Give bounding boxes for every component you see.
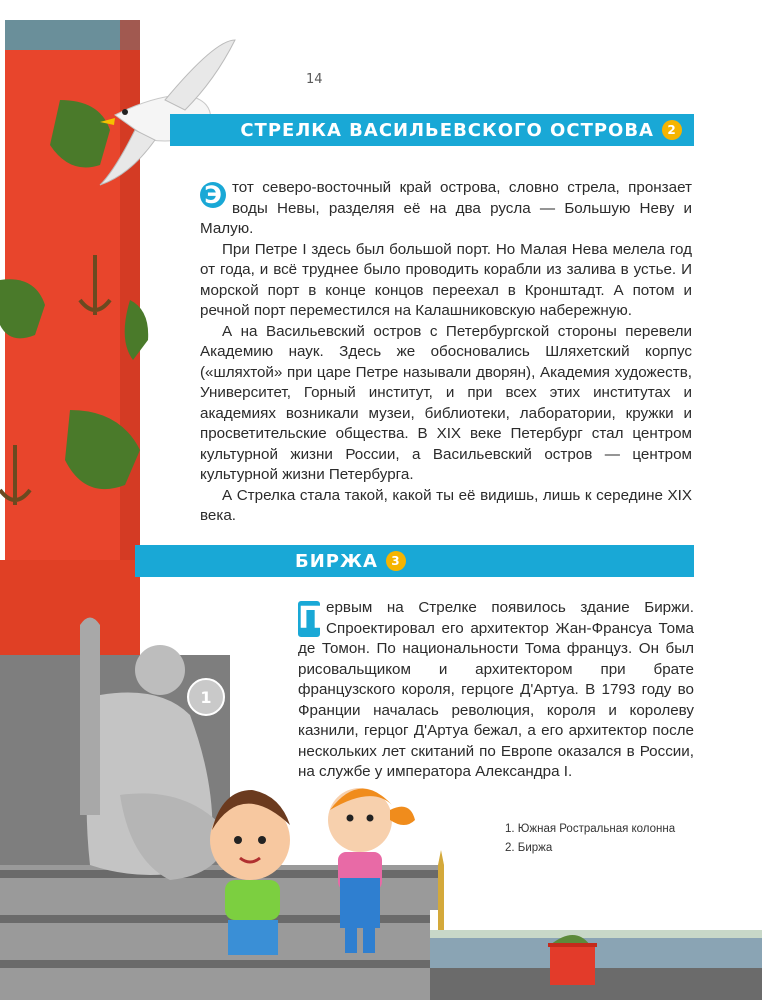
paragraph: А Стрелка стала такой, какой ты её видишь, лишь к середине XIX века.: [200, 486, 692, 524]
image-captions: [505, 820, 675, 858]
city-panorama-illustration: [430, 850, 762, 1000]
page-number: 14: [306, 72, 323, 87]
drop-cap: Э: [200, 182, 226, 208]
section-header-birzha: [135, 545, 694, 577]
caption-item: 1. Южная Ростральная колонна: [505, 823, 676, 835]
number-badge: 2: [662, 120, 682, 140]
section-text-birzha: [298, 598, 694, 783]
number-badge: 3: [386, 551, 406, 571]
paragraph: [298, 598, 694, 783]
image-marker: 1: [187, 678, 225, 716]
paragraph: [200, 178, 692, 240]
seagull-illustration: [95, 30, 240, 195]
paragraph-text: ервым на Стрелке появилось здание Биржи. Спроектировал его архитектор Жан-Франсуа Тома де Томон. По национальности Тома француз. Он был рисовальщиком и архитектором при брате французского короля, герцоге Д'Артуа. В 1793 году во Франции началась революция, короля и королеву казнили, герцог Д'Артуа бежал, а его архитектор после нескольких лет скитаний по Европе оказался в России, на службе у императора Александра I.: [298, 599, 694, 780]
caption-item: 2. Биржа: [505, 842, 553, 854]
cartoon-kids-illustration: [200, 780, 420, 980]
drop-cap: П: [298, 601, 324, 636]
paragraph-text: тот северо-восточный край острова, словно стрела, пронзает воды Невы, разделяя её на два русла — Большую Неву и Малую.: [200, 179, 692, 237]
section-title: СТРЕЛКА ВАСИЛЬЕВСКОГО ОСТРОВА: [240, 119, 654, 141]
section-header-strelka: [170, 114, 694, 146]
paragraph: При Петре I здесь был большой порт. Но Малая Нева мелела год от года, и всё труднее было проводить корабли из залива в устье. И морской порт в конце концов переехал в Кронштадт. А потом и речной порт переместился на Калашниковскую набережную.: [200, 240, 692, 319]
section-title: БИРЖА: [295, 550, 378, 572]
section-text-strelka: [200, 178, 692, 527]
paragraph: А на Васильевский остров с Петербургской стороны перевели Академию наук. Здесь же обосновались Шляхетский корпус («шляхтой» при царе Петре называли дворян), Академия художеств, Университет, Горный институт, и при всех этих институтах и академиях возникали музеи, библиотеки, лаборатории, кружки и просветительские общества. В XIX веке Петербург стал центром культурной жизни России, а Васильевский остров — центром культурной жизни Петербурга.: [200, 322, 692, 483]
